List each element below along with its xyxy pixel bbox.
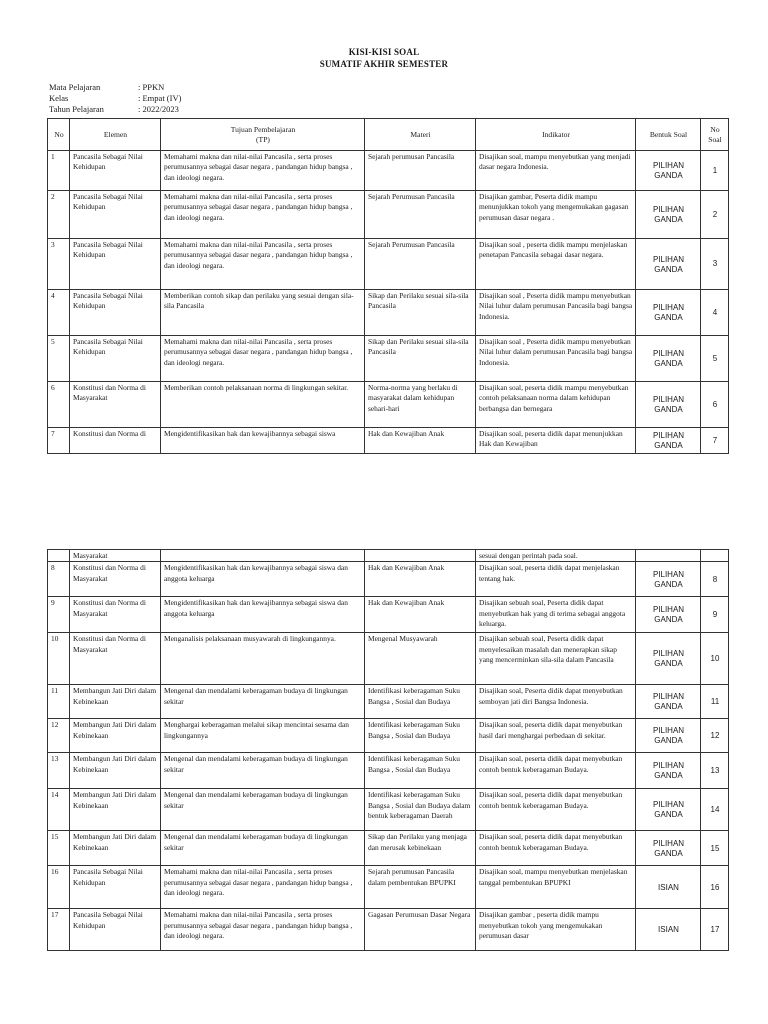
- cell-tujuan-pembelajaran: Mengidentifikasikan hak dan kewajibannya sebagai siswa: [161, 428, 365, 454]
- cell-indikator: Disajikan soal , Peserta didik mampu menyebutkan Nilai luhur dalam perumusan Pancasila bagi bangsa Indonesia.: [476, 290, 636, 336]
- cell-elemen: Membangun Jati Diri dalam Kebinekaan: [70, 831, 161, 866]
- table-row: [48, 382, 729, 428]
- cell-materi: Sejarah Perumusan Pancasila: [365, 191, 476, 239]
- cell-tujuan-pembelajaran: Memahami makna dan nilai-nilai Pancasila , serta proses perumusannya sebagai dasar negara , pandangan hidup bangsa , dan ideologi negara.: [161, 191, 365, 239]
- cell-indikator: Disajikan sebuah soal, Peserta didik dapat menyelesaikan masalah dan menerapkan sikap yang mencerminkan sila-sila dalam Pancasila: [476, 633, 636, 685]
- cell-materi: Identifikasi keberagaman Suku Bangsa , Sosial dan Budaya: [365, 719, 476, 753]
- cell-no-soal: 16: [701, 866, 729, 909]
- cell-bentuk-soal: PILIHAN GANDA: [636, 151, 701, 191]
- table-row: [48, 909, 729, 951]
- cell-bentuk-soal: PILIHAN GANDA: [636, 831, 701, 866]
- cell-materi: Norma-norma yang berlaku di masyarakat dalam kehidupan sehari-hari: [365, 382, 476, 428]
- cell-bentuk-soal: PILIHAN GANDA: [636, 191, 701, 239]
- cell-tujuan-pembelajaran: [161, 550, 365, 562]
- cell-no-soal: 13: [701, 753, 729, 789]
- cell-bentuk-soal: PILIHAN GANDA: [636, 789, 701, 831]
- cell-materi: Sejarah Perumusan Pancasila: [365, 239, 476, 290]
- table-row: [48, 239, 729, 290]
- header-no-soal: No Soal: [701, 119, 729, 151]
- cell-elemen: Membangun Jati Diri dalam Kebinekaan: [70, 719, 161, 753]
- cell-no-soal: 1: [701, 151, 729, 191]
- cell-elemen: Konstitusi dan Norma di Masyarakat: [70, 382, 161, 428]
- cell-indikator: Disajikan soal , Peserta didik mampu menyebutkan Nilai luhur dalam perumusan Pancasila bagi bangsa Indonesia.: [476, 336, 636, 382]
- table-row: [48, 866, 729, 909]
- cell-no-soal: 11: [701, 685, 729, 719]
- cell-bentuk-soal: ISIAN: [636, 909, 701, 951]
- table-row: [48, 831, 729, 866]
- cell-no: 10: [48, 633, 70, 685]
- cell-bentuk-soal: PILIHAN GANDA: [636, 597, 701, 633]
- table-row: [48, 753, 729, 789]
- cell-indikator: Disajikan soal, peserta didik dapat menunjukkan Hak dan Kewajiban: [476, 428, 636, 454]
- meta-row: [49, 93, 181, 104]
- header-materi: Materi: [365, 119, 476, 151]
- cell-bentuk-soal: PILIHAN GANDA: [636, 239, 701, 290]
- header-tp: Tujuan Pembelajaran (TP): [161, 119, 365, 151]
- cell-elemen: Pancasila Sebagai Nilai Kehidupan: [70, 239, 161, 290]
- table-body-part1: [48, 151, 729, 454]
- cell-bentuk-soal: PILIHAN GANDA: [636, 428, 701, 454]
- cell-elemen: Membangun Jati Diri dalam Kebinekaan: [70, 685, 161, 719]
- cell-indikator: Disajikan soal, peserta didik mampu menyebutkan contoh pelaksanaan norma dalam kehidupan berbangsa dan bernegara: [476, 382, 636, 428]
- table-row: [48, 428, 729, 454]
- cell-no: 13: [48, 753, 70, 789]
- cell-materi: Identifikasi keberagaman Suku Bangsa , Sosial dan Budaya dalam bentuk keberagaman Daerah: [365, 789, 476, 831]
- cell-no-soal: 12: [701, 719, 729, 753]
- cell-indikator: Disajikan soal, peserta didik dapat menyebutkan contoh bentuk keberagaman Budaya.: [476, 789, 636, 831]
- cell-no-soal: 5: [701, 336, 729, 382]
- cell-no: 15: [48, 831, 70, 866]
- cell-materi: Sejarah perumusan Pancasila: [365, 151, 476, 191]
- cell-bentuk-soal: PILIHAN GANDA: [636, 290, 701, 336]
- cell-elemen: Konstitusi dan Norma di: [70, 428, 161, 454]
- cell-no-soal: 9: [701, 597, 729, 633]
- cell-bentuk-soal: PILIHAN GANDA: [636, 685, 701, 719]
- cell-materi: Hak dan Kewajiban Anak: [365, 562, 476, 597]
- cell-elemen: Pancasila Sebagai Nilai Kehidupan: [70, 866, 161, 909]
- cell-no-soal: 6: [701, 382, 729, 428]
- cell-bentuk-soal: PILIHAN GANDA: [636, 753, 701, 789]
- cell-materi: Mengenal Musyawarah: [365, 633, 476, 685]
- cell-no: 3: [48, 239, 70, 290]
- cell-no: 12: [48, 719, 70, 753]
- cell-tujuan-pembelajaran: Mengenal dan mendalami keberagaman budaya di lingkungan sekitar: [161, 831, 365, 866]
- cell-no: [48, 550, 70, 562]
- cell-elemen: Masyarakat: [70, 550, 161, 562]
- cell-elemen: Pancasila Sebagai Nilai Kehidupan: [70, 151, 161, 191]
- cell-no: 14: [48, 789, 70, 831]
- cell-materi: Sikap dan Perilaku sesuai sila-sila Pancasila: [365, 336, 476, 382]
- table-row: [48, 685, 729, 719]
- header-indikator: Indikator: [476, 119, 636, 151]
- cell-materi: Sikap dan Perilaku sesuai sila-sila Pancasila: [365, 290, 476, 336]
- cell-no: 7: [48, 428, 70, 454]
- cell-bentuk-soal: [636, 550, 701, 562]
- cell-tujuan-pembelajaran: Menganalisis pelaksanaan musyawarah di lingkungannya.: [161, 633, 365, 685]
- cell-indikator: Disajikan soal, peserta didik dapat menyebutkan contoh bentuk keberagaman Budaya.: [476, 831, 636, 866]
- cell-tujuan-pembelajaran: Memahami makna dan nilai-nilai Pancasila , serta proses perumusannya sebagai dasar negara , pandangan hidup bangsa , dan ideologi negara.: [161, 239, 365, 290]
- cell-no: 8: [48, 562, 70, 597]
- cell-no: 5: [48, 336, 70, 382]
- cell-tujuan-pembelajaran: Memahami makna dan nilai-nilai Pancasila , serta proses perumusannya sebagai dasar negara , pandangan hidup bangsa , dan ideologi negara.: [161, 866, 365, 909]
- cell-no-soal: 7: [701, 428, 729, 454]
- cell-materi: Hak dan Kewajiban Anak: [365, 597, 476, 633]
- cell-indikator: Disajikan soal, peserta didik dapat menjelaskan tentang hak.: [476, 562, 636, 597]
- cell-tujuan-pembelajaran: Memahami makna dan nilai-nilai Pancasila , serta proses perumusannya sebagai dasar negara , pandangan hidup bangsa , dan ideologi negara.: [161, 909, 365, 951]
- cell-tujuan-pembelajaran: Memberikan contoh pelaksanaan norma di lingkungan sekitar.: [161, 382, 365, 428]
- cell-indikator: Disajikan soal , peserta didik mampu menjelaskan penetapan Pancasila sebagai dasar negara.: [476, 239, 636, 290]
- cell-indikator: sesuai dengan perintah pada soal.: [476, 550, 636, 562]
- kisi-kisi-table-part2: [47, 549, 729, 951]
- cell-elemen: Konstitusi dan Norma di Masyarakat: [70, 597, 161, 633]
- table-row: [48, 633, 729, 685]
- document-meta: [49, 82, 181, 115]
- cell-materi: Sikap dan Perilaku yang menjaga dan merusak kebinekaan: [365, 831, 476, 866]
- cell-elemen: Membangun Jati Diri dalam Kebinekaan: [70, 753, 161, 789]
- cell-tujuan-pembelajaran: Mengidentifikasikan hak dan kewajibannya sebagai siswa dan anggota keluarga: [161, 597, 365, 633]
- cell-materi: Identifikasi keberagaman Suku Bangsa , Sosial dan Budaya: [365, 753, 476, 789]
- cell-indikator: Disajikan gambar, Peserta didik mampu menunjukkan tokoh yang mengemukakan gagasan perumusan dasar negara .: [476, 191, 636, 239]
- cell-indikator: Disajikan sebuah soal, Peserta didik dapat menyebutkan hak yang di terima sebagai anggota keluarga.: [476, 597, 636, 633]
- document-subtitle: SUMATIF AKHIR SEMESTER: [319, 59, 449, 69]
- meta-label: Kelas: [49, 93, 69, 103]
- cell-no: 1: [48, 151, 70, 191]
- cell-tujuan-pembelajaran: Memberikan contoh sikap dan perilaku yang sesuai dengan sila-sila Pancasila: [161, 290, 365, 336]
- cell-tujuan-pembelajaran: Memahami makna dan nilai-nilai Pancasila , serta proses perumusannya sebagai dasar negara , pandangan hidup bangsa , dan ideologi negara.: [161, 336, 365, 382]
- cell-elemen: Pancasila Sebagai Nilai Kehidupan: [70, 191, 161, 239]
- meta-label: Tahun Pelajaran: [49, 104, 104, 114]
- table-row: [48, 290, 729, 336]
- cell-tujuan-pembelajaran: Mengenal dan mendalami keberagaman budaya di lingkungan sekitar: [161, 685, 365, 719]
- cell-no-soal: 2: [701, 191, 729, 239]
- meta-label: Mata Pelajaran: [49, 82, 101, 92]
- cell-materi: [365, 550, 476, 562]
- meta-value: : Empat (IV): [138, 93, 182, 103]
- cell-elemen: Pancasila Sebagai Nilai Kehidupan: [70, 909, 161, 951]
- cell-no: 2: [48, 191, 70, 239]
- cell-bentuk-soal: PILIHAN GANDA: [636, 719, 701, 753]
- cell-tujuan-pembelajaran: Menghargai keberagaman melalui sikap mencintai sesama dan lingkungannya: [161, 719, 365, 753]
- cell-no: 6: [48, 382, 70, 428]
- cell-bentuk-soal: ISIAN: [636, 866, 701, 909]
- cell-indikator: Disajikan soal, peserta didik dapat menyebutkan contoh bentuk keberagaman Budaya.: [476, 753, 636, 789]
- cell-tujuan-pembelajaran: Memahami makna dan nilai-nilai Pancasila , serta proses perumusannya sebagai dasar negara , pandangan hidup bangsa , dan ideologi negara.: [161, 151, 365, 191]
- cell-no-soal: 14: [701, 789, 729, 831]
- table-row: [48, 336, 729, 382]
- header-no: No: [48, 119, 70, 151]
- cell-elemen: Konstitusi dan Norma di Masyarakat: [70, 633, 161, 685]
- table-row: [48, 191, 729, 239]
- cell-no: 4: [48, 290, 70, 336]
- cell-bentuk-soal: PILIHAN GANDA: [636, 382, 701, 428]
- table-header-row: [48, 119, 729, 151]
- cell-indikator: Disajikan soal, mampu menyebutkan menjelaskan tanggal pembentukan BPUPKI: [476, 866, 636, 909]
- cell-indikator: Disajikan soal, mampu menyebutkan yang menjadi dasar negara Indonesia.: [476, 151, 636, 191]
- cell-no: 9: [48, 597, 70, 633]
- cell-no-soal: 8: [701, 562, 729, 597]
- meta-value: : 2022/2023: [138, 104, 179, 114]
- cell-elemen: Pancasila Sebagai Nilai Kehidupan: [70, 290, 161, 336]
- cell-indikator: Disajikan gambar , peserta didik mampu menyebutkan tokoh yang mengemukakan perumusan dasar: [476, 909, 636, 951]
- meta-row: [49, 82, 181, 93]
- cell-no-soal: 10: [701, 633, 729, 685]
- header-bentuk-soal: Bentuk Soal: [636, 119, 701, 151]
- table-row: [48, 550, 729, 562]
- header-elemen: Elemen: [70, 119, 161, 151]
- cell-materi: Sejarah perumusan Pancasila dalam pembentukan BPUPKI: [365, 866, 476, 909]
- document-title: KISI-KISI SOAL: [348, 47, 420, 57]
- cell-no-soal: 4: [701, 290, 729, 336]
- table-row: [48, 789, 729, 831]
- cell-tujuan-pembelajaran: Mengenal dan mendalami keberagaman budaya di lingkungan sekitar: [161, 789, 365, 831]
- cell-no-soal: 15: [701, 831, 729, 866]
- cell-elemen: Konstitusi dan Norma di Masyarakat: [70, 562, 161, 597]
- cell-elemen: Pancasila Sebagai Nilai Kehidupan: [70, 336, 161, 382]
- cell-no-soal: [701, 550, 729, 562]
- meta-value: : PPKN: [138, 82, 165, 92]
- cell-bentuk-soal: PILIHAN GANDA: [636, 633, 701, 685]
- cell-indikator: Disajikan soal, Peserta didik dapat menyebutkan semboyan jati diri Bangsa Indonesia.: [476, 685, 636, 719]
- meta-row: [49, 104, 181, 115]
- table-body-part2: [48, 550, 729, 951]
- cell-no-soal: 3: [701, 239, 729, 290]
- cell-no: 11: [48, 685, 70, 719]
- cell-materi: Gagasan Perumusan Dasar Negara: [365, 909, 476, 951]
- kisi-kisi-table-part1: [47, 118, 729, 454]
- table-row: [48, 151, 729, 191]
- cell-materi: Identifikasi keberagaman Suku Bangsa , Sosial dan Budaya: [365, 685, 476, 719]
- table-row: [48, 597, 729, 633]
- cell-no: 16: [48, 866, 70, 909]
- cell-bentuk-soal: PILIHAN GANDA: [636, 336, 701, 382]
- cell-bentuk-soal: PILIHAN GANDA: [636, 562, 701, 597]
- table-row: [48, 719, 729, 753]
- cell-materi: Hak dan Kewajiban Anak: [365, 428, 476, 454]
- table-row: [48, 562, 729, 597]
- cell-elemen: Membangun Jati Diri dalam Kebinekaan: [70, 789, 161, 831]
- cell-no-soal: 17: [701, 909, 729, 951]
- cell-indikator: Disajikan soal, peserta didik dapat menyebutkan hasil dari menghargai perbedaan di sekitar.: [476, 719, 636, 753]
- cell-tujuan-pembelajaran: Mengenal dan mendalami keberagaman budaya di lingkungan sekitar: [161, 753, 365, 789]
- cell-tujuan-pembelajaran: Mengidentifikasikan hak dan kewajibannya sebagai siswa dan anggota keluarga: [161, 562, 365, 597]
- cell-no: 17: [48, 909, 70, 951]
